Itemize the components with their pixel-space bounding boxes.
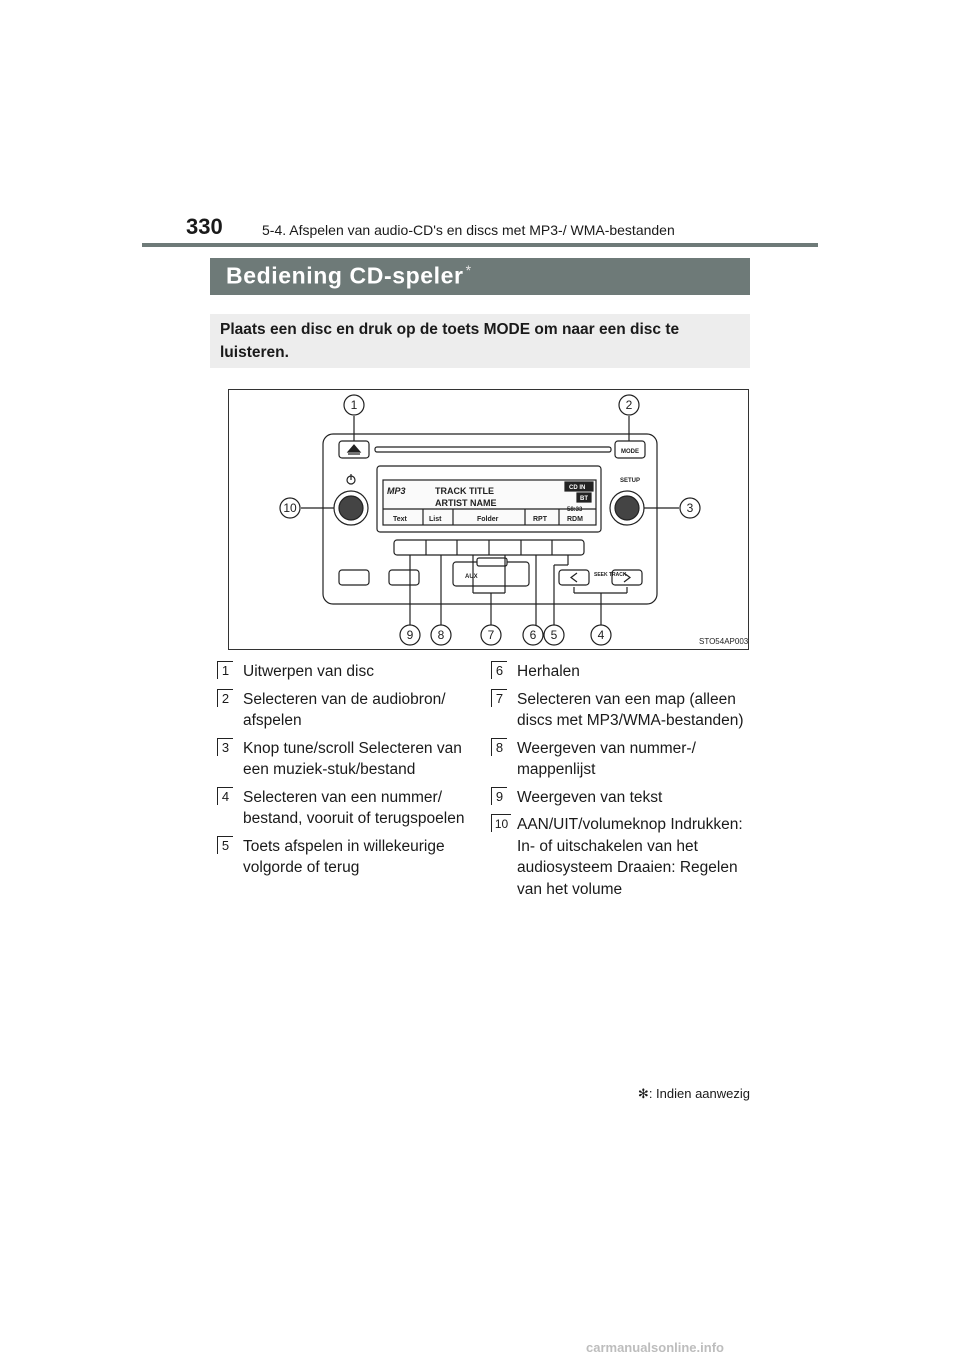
asterisk-mark: *	[465, 262, 472, 278]
legend-number: 6	[491, 661, 507, 679]
legend-text: Knop tune/scroll Selecteren van een muziek-stuk/bestand	[243, 739, 462, 778]
callout-6: 6	[529, 628, 537, 642]
legend-number: 8	[491, 738, 507, 756]
cd-player-illustration	[229, 390, 748, 649]
legend-text: Weergeven van tekst	[517, 788, 663, 806]
softkey-text: Text	[393, 516, 407, 523]
legend-number: 7	[491, 689, 507, 707]
footnote: ✻: Indien aanwezig	[637, 1086, 750, 1101]
legend-item-8	[491, 738, 746, 781]
display-format: MP3	[387, 486, 406, 496]
display-cd-in: CD IN	[569, 485, 586, 491]
legend-item-3	[217, 738, 467, 781]
section-title-text: Bediening CD-speler	[226, 262, 464, 289]
setup-label: SETUP	[619, 478, 641, 484]
section-title	[226, 262, 472, 290]
display-artist: ARTIST NAME	[435, 498, 497, 508]
legend-right-column	[491, 661, 746, 906]
legend-item-1	[217, 661, 467, 683]
intro-box	[210, 314, 750, 368]
intro-text: Plaats een disc en druk op de toets MODE om naar een disc te luisteren.	[220, 321, 680, 361]
legend-item-7	[491, 689, 746, 732]
softkey-rpt: RPT	[533, 516, 547, 523]
section-title-bar	[210, 258, 750, 295]
legend-text: AAN/UIT/volumeknop Indrukken: In- of uitschakelen van het audiosysteem Draaien: Regelen van het volume	[517, 816, 743, 898]
legend-item-4	[217, 787, 467, 830]
running-header: 5-4. Afspelen van audio-CD's en discs met MP3-/ WMA-bestanden	[262, 222, 675, 238]
callout-2: 2	[625, 398, 633, 412]
legend-text: Selecteren van een map (alleen discs met MP3/WMA-bestanden)	[517, 690, 744, 729]
legend-number: 10	[491, 814, 511, 832]
page-number: 330	[186, 214, 223, 239]
legend-number: 9	[491, 787, 507, 805]
seek-track-label: SEEK TRACK	[594, 572, 627, 578]
legend-number: 1	[217, 661, 233, 679]
aux-label: AUX	[465, 574, 478, 580]
display-track: TRACK TITLE	[435, 486, 494, 496]
legend-text: Herhalen	[517, 663, 580, 680]
softkey-rdm: RDM	[567, 516, 583, 523]
legend-text: Weergeven van nummer-/ mappenlijst	[517, 739, 696, 778]
figure-code: STO54AP003	[699, 637, 748, 646]
legend-text: Selecteren van een nummer/ bestand, vooruit of terugspoelen	[243, 788, 465, 827]
legend-number: 4	[217, 787, 233, 805]
legend-text: Toets afspelen in willekeurige volgorde of terug	[243, 837, 445, 876]
callout-10: 10	[283, 501, 297, 515]
softkey-list: List	[429, 516, 442, 523]
legend-text: Selecteren van de audiobron/ afspelen	[243, 690, 446, 729]
callout-5: 5	[550, 628, 558, 642]
legend-number: 2	[217, 689, 233, 707]
callout-9: 9	[406, 628, 414, 642]
header-rule	[142, 243, 818, 247]
legend-number: 5	[217, 836, 233, 854]
callout-1: 1	[350, 398, 358, 412]
legend-item-6	[491, 661, 746, 683]
legend-item-9	[491, 787, 746, 809]
legend-item-5	[217, 836, 467, 879]
cd-player-figure	[228, 389, 749, 650]
callout-8: 8	[437, 628, 445, 642]
legend-left-column	[217, 661, 467, 885]
mode-label: MODE	[621, 449, 639, 455]
callout-3: 3	[686, 501, 694, 515]
callout-4: 4	[597, 628, 605, 642]
legend-item-2	[217, 689, 467, 732]
legend-item-10	[491, 814, 746, 900]
softkey-folder: Folder	[477, 516, 499, 523]
legend-text: Uitwerpen van disc	[243, 663, 374, 680]
display-bt: BT	[580, 496, 588, 502]
watermark: carmanualsonline.info	[586, 1340, 724, 1355]
display-time: 58:33	[567, 507, 583, 513]
callout-7: 7	[487, 628, 495, 642]
legend-number: 3	[217, 738, 233, 756]
